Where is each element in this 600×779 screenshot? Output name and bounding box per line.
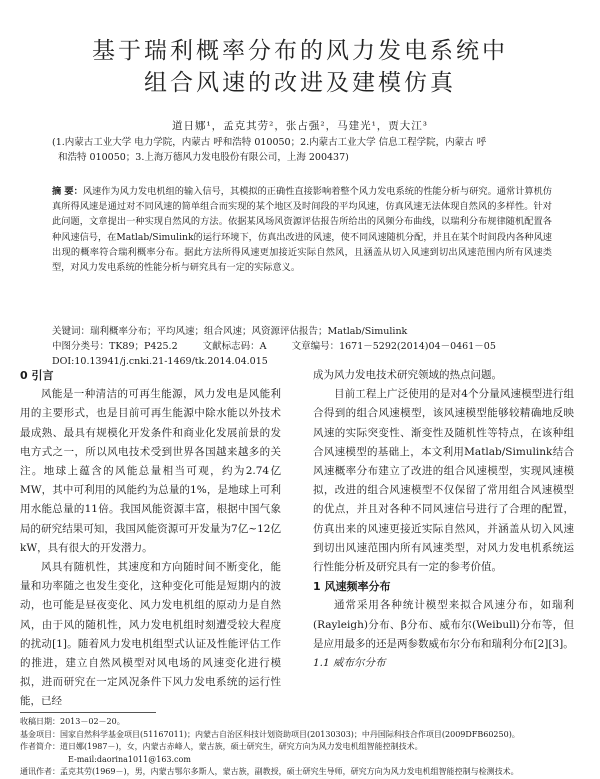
abstract-label: 摘 要： [52, 186, 83, 197]
right-column [313, 366, 574, 673]
article-number: 文章编号：1671－5292(2014)04－0461－05 [291, 341, 496, 352]
keywords: 关键词：瑞利概率分布；平均风速；组合风速；风资源评估报告；Matlab/Simulink [52, 326, 408, 337]
body-paragraph: 通常采用各种统计模型来拟合风速分布，如瑞利(Rayleigh)分布、β分布、威布尔(Weibull)分布等，但是应用最多的还是两参数威布尔分布和瑞利分布[2][3]。 [313, 599, 574, 650]
doi: DOI:10.13941/j.cnki.21-1469/tk.2014.04.015 [52, 356, 268, 367]
footnote-author: 作者简介：道日娜(1987－)，女，内蒙古赤峰人，蒙古族，硕士研究生，研究方向为风力发电机组智能控制技术。 [20, 742, 423, 751]
subsection-heading-weibull: 1.1 威布尔分布 [313, 657, 386, 670]
footnote-email: E-mail:daorina1011@163.com [68, 754, 191, 764]
footnote-corresponding: 通讯作者：孟克其劳(1969－)，男，内蒙古鄂尔多斯人，蒙古族，副教授，硕士研究生导师，研究方向为风力发电机组智能控制与检测技术。 [20, 767, 519, 776]
section-heading-introduction: 0 引言 [20, 369, 54, 382]
affiliation-line-2: 和浩特 010050；3.上海万德风力发电股份有限公司，上海 200437) [58, 152, 349, 163]
abstract-text: 风速作为风力发电机组的输入信号，其模拟的正确性直接影响着整个风力发电系统的性能分析与研究。通常计算机仿真所得风速是通过对不同风速的简单组合而实现的某个地区及时间段的平均风速，仿真风速无法体现自然风的多样性。针对此问题，文章提出一种实现自然风的方法。依据某风场风资源评估报告所给出的风频分布曲线，以瑞利分布规律随机配置各种风速信号，在Matlab/Simulink的运行环境下，仿真出改进的风速，使不同风速随机分配，并且在某个时间段内各种风速出现的概率符合瑞利概率分布。据此方法所得风速更加接近实际自然风，且涵盖从切入风速到切出风速范围内所有风速类型，对风力发电系统的性能分析与研究具有一定的实际意义。 [52, 186, 552, 274]
classification-line [52, 339, 552, 354]
section-heading-wind-frequency: 1 风速频率分布 [313, 580, 391, 594]
article-metadata [52, 324, 552, 369]
left-column [20, 366, 281, 712]
document-code: 文献标志码：A [202, 341, 267, 352]
abstract [52, 184, 552, 275]
body-paragraph: 成为风力发电技术研究领域的热点问题。 [313, 369, 502, 381]
body-paragraph: 风能是一种清洁的可再生能源，风力发电是风能利用的主要形式，也是目前可再生能源中除水能以外技术最成熟、最具有规模化开发条件和商业化发展前景的发电方式之一，所以风电技术受到世界各国越来越多的关注。地球上蕴含的风能总量相当可观，约为2.74亿MW，其中可利用的风能约为总量的1%，是地球上可利用水能总量的11倍。我国风能资源丰富，根据中国气象局的研究结果可知，我国风能资源可开发量为7亿~12亿kW，具有很大的开发潜力。 [20, 388, 281, 554]
affiliation-line-1: (1.内蒙古工业大学 电力学院，内蒙古 呼和浩特 010050；2.内蒙古工业大学 信息工程学院，内蒙古 呼 [52, 137, 487, 148]
footnote-divider [20, 712, 156, 713]
affiliations [52, 135, 552, 165]
body-paragraph: 风具有随机性，其速度和方向随时间不断变化，能量和功率随之也发生变化，这种变化可能是短期内的波动，也可能是昼夜变化、风力发电机组的原动力是自然风，由于风的随机性，风力发电机组时刻遭受较大程度的扰动[1]。随着风力发电机组型式认证及性能评估工作的推进，建立自然风模型对风电场的风速变化进行模拟，进而研究在一定风况条件下风力发电系统的运行性能，已经 [20, 561, 281, 708]
footnote-received: 收稿日期：2013－02－20。 [20, 717, 125, 726]
paper-title-line-1: 基于瑞利概率分布的风力发电系统中 [92, 38, 508, 64]
footnote-fund: 基金项目：国家自然科学基金项目(51167011)；内蒙古自治区科技计划资助项目(20130303)；中丹国际科技合作项目(2009DFB60250)。 [20, 729, 520, 739]
clc-number: 中图分类号：TK89；P425.2 [52, 341, 178, 352]
paper-title-line-2: 组合风速的改进及建模仿真 [144, 70, 456, 96]
author-list: 道日娜¹，孟克其劳²，张占强²，马建光¹，贾大江³ [171, 120, 429, 132]
footnotes [20, 716, 590, 779]
body-paragraph: 目前工程上广泛使用的是对4个分量风速模型进行组合得到的组合风速模型，该风速模型能够较精确地反映风速的实际突变性、渐变性及随机性等特点，在该种组合风速模型的基础上，本文利用Matlab/Simulink结合风速概率分布建立了改进的组合风速模型，实现风速模拟，改进的组合风速模型不仅保留了常用组合风速模型的优点，并且对各种不同风速信号进行了合理的配置，仿真出来的风速更接近实际自然风，并涵盖从切入风速到切出风速范围内所有风速类型，对风力发电机系统运行性能分析及研究具有一定的参考价值。 [313, 388, 574, 574]
